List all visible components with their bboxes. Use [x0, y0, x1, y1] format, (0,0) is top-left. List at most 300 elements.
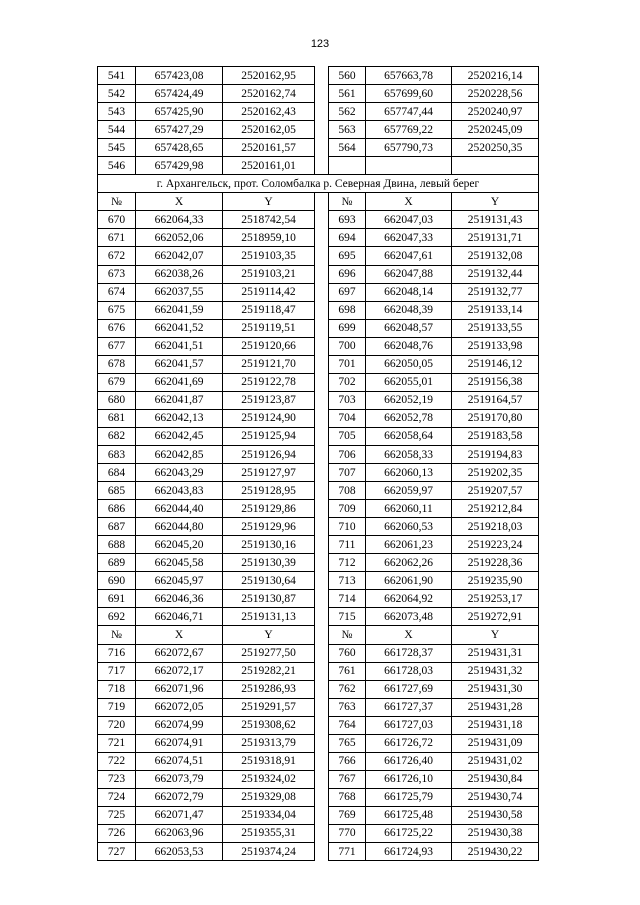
x-coordinate-cell: 662041,52	[136, 319, 223, 337]
point-number-cell: 678	[98, 355, 136, 373]
x-coordinate-cell: 662041,57	[136, 355, 223, 373]
point-number-cell: 706	[329, 445, 366, 463]
y-coordinate-cell: 2519120,66	[223, 337, 315, 355]
y-coordinate-cell: 2519132,44	[452, 265, 539, 283]
table-row	[98, 247, 539, 265]
x-coordinate-cell: 657699,60	[366, 85, 452, 103]
table-row	[98, 103, 539, 121]
point-number-cell: 679	[98, 373, 136, 391]
x-coordinate-cell: 662061,23	[366, 536, 452, 554]
y-coordinate-cell: 2519118,47	[223, 301, 315, 319]
point-number-cell: 564	[329, 139, 366, 157]
point-number-cell: 761	[329, 662, 366, 680]
point-number-cell: 680	[98, 391, 136, 409]
table-row	[98, 806, 539, 824]
column-gap	[315, 427, 329, 445]
table-row	[98, 824, 539, 842]
table-row	[98, 572, 539, 590]
y-coordinate-cell: 2519218,03	[452, 518, 539, 536]
point-number-cell: 719	[98, 698, 136, 716]
y-coordinate-cell: 2519308,62	[223, 716, 315, 734]
column-gap	[315, 464, 329, 482]
y-coordinate-cell: 2519286,93	[223, 680, 315, 698]
y-coordinate-cell: 2520162,95	[223, 67, 315, 85]
point-number-cell: 696	[329, 265, 366, 283]
x-coordinate-cell: 657429,98	[136, 157, 223, 175]
x-header: X	[366, 626, 452, 644]
point-number-cell: 688	[98, 536, 136, 554]
point-number-cell: 684	[98, 464, 136, 482]
table-row	[98, 427, 539, 445]
point-number-cell: 685	[98, 482, 136, 500]
point-number-cell: 705	[329, 427, 366, 445]
point-number-cell: 768	[329, 788, 366, 806]
table-row	[98, 716, 539, 734]
point-number-cell: 769	[329, 806, 366, 824]
x-coordinate-cell: 657427,29	[136, 121, 223, 139]
x-coordinate-cell: 661726,10	[366, 770, 452, 788]
x-coordinate-cell: 661725,22	[366, 824, 452, 842]
x-coordinate-cell: 662052,06	[136, 229, 223, 247]
x-coordinate-cell: 662072,17	[136, 662, 223, 680]
point-number-cell: 711	[329, 536, 366, 554]
column-gap	[315, 247, 329, 265]
x-coordinate-cell: 662048,14	[366, 283, 452, 301]
y-coordinate-cell: 2519128,95	[223, 482, 315, 500]
column-gap	[315, 229, 329, 247]
table-row	[98, 590, 539, 608]
x-coordinate-cell: 662064,92	[366, 590, 452, 608]
column-gap	[315, 193, 329, 211]
y-coordinate-cell: 2519431,18	[452, 716, 539, 734]
point-number-cell: 714	[329, 590, 366, 608]
table-row	[98, 319, 539, 337]
y-coordinate-cell: 2519103,35	[223, 247, 315, 265]
y-coordinate-cell: 2520161,01	[223, 157, 315, 175]
y-coordinate-cell: 2519334,04	[223, 806, 315, 824]
x-coordinate-cell: 661725,79	[366, 788, 452, 806]
point-number-cell: 546	[98, 157, 136, 175]
point-number-cell: 721	[98, 734, 136, 752]
point-number-cell: 675	[98, 301, 136, 319]
point-number-cell: 676	[98, 319, 136, 337]
column-gap	[315, 590, 329, 608]
point-number-cell: 716	[98, 644, 136, 662]
y-coordinate-cell: 2519431,30	[452, 680, 539, 698]
table-row	[98, 85, 539, 103]
column-gap	[315, 734, 329, 752]
column-gap	[315, 608, 329, 626]
point-number-cell: 677	[98, 337, 136, 355]
table-row	[98, 121, 539, 139]
column-gap	[315, 824, 329, 842]
x-coordinate-cell	[366, 157, 452, 175]
point-number-cell: 701	[329, 355, 366, 373]
column-gap	[315, 806, 329, 824]
page-number: 123	[310, 38, 330, 50]
y-coordinate-cell: 2520250,35	[452, 139, 539, 157]
x-coordinate-cell: 662048,76	[366, 337, 452, 355]
y-coordinate-cell: 2519123,87	[223, 391, 315, 409]
point-number-cell: 762	[329, 680, 366, 698]
x-coordinate-cell: 662058,64	[366, 427, 452, 445]
point-number-cell: 766	[329, 752, 366, 770]
point-number-cell: 727	[98, 843, 136, 861]
y-header: Y	[452, 193, 539, 211]
column-gap	[315, 752, 329, 770]
table-row	[98, 445, 539, 463]
point-number-cell: 713	[329, 572, 366, 590]
x-coordinate-cell: 662041,87	[136, 391, 223, 409]
y-coordinate-cell: 2519127,97	[223, 464, 315, 482]
y-coordinate-cell: 2519329,08	[223, 788, 315, 806]
point-number-cell: 767	[329, 770, 366, 788]
y-coordinate-cell: 2519132,08	[452, 247, 539, 265]
table-row	[98, 644, 539, 662]
point-number-cell: 670	[98, 211, 136, 229]
point-number-cell: 698	[329, 301, 366, 319]
y-coordinate-cell: 2518742,54	[223, 211, 315, 229]
x-header: X	[136, 626, 223, 644]
number-header: №	[98, 193, 136, 211]
x-coordinate-cell: 657428,65	[136, 139, 223, 157]
x-coordinate-cell: 661728,37	[366, 644, 452, 662]
coordinates-table-body	[98, 67, 539, 861]
y-coordinate-cell: 2519430,74	[452, 788, 539, 806]
y-coordinate-cell: 2519207,57	[452, 482, 539, 500]
point-number-cell: 682	[98, 427, 136, 445]
point-number-cell: 702	[329, 373, 366, 391]
point-number-cell: 563	[329, 121, 366, 139]
y-coordinate-cell: 2519430,38	[452, 824, 539, 842]
x-coordinate-cell: 662042,45	[136, 427, 223, 445]
y-coordinate-cell: 2519318,91	[223, 752, 315, 770]
table-row	[98, 536, 539, 554]
point-number-cell: 717	[98, 662, 136, 680]
point-number-cell: 561	[329, 85, 366, 103]
y-coordinate-cell: 2519130,87	[223, 590, 315, 608]
x-coordinate-cell: 662061,90	[366, 572, 452, 590]
column-gap	[315, 337, 329, 355]
x-coordinate-cell: 662055,01	[366, 373, 452, 391]
column-gap	[315, 644, 329, 662]
y-coordinate-cell: 2519430,22	[452, 843, 539, 861]
y-coordinate-cell: 2519431,31	[452, 644, 539, 662]
y-coordinate-cell: 2520161,57	[223, 139, 315, 157]
x-coordinate-cell: 662047,61	[366, 247, 452, 265]
x-coordinate-cell: 662037,55	[136, 283, 223, 301]
column-gap	[315, 698, 329, 716]
table-row	[98, 662, 539, 680]
x-coordinate-cell: 662073,48	[366, 608, 452, 626]
column-gap	[315, 572, 329, 590]
point-number-cell: 681	[98, 409, 136, 427]
y-coordinate-cell: 2519114,42	[223, 283, 315, 301]
y-coordinate-cell: 2519183,58	[452, 427, 539, 445]
x-coordinate-cell: 662041,51	[136, 337, 223, 355]
column-gap	[315, 770, 329, 788]
x-coordinate-cell: 662046,71	[136, 608, 223, 626]
y-coordinate-cell: 2519170,80	[452, 409, 539, 427]
x-coordinate-cell: 662074,99	[136, 716, 223, 734]
y-coordinate-cell: 2519374,24	[223, 843, 315, 861]
x-coordinate-cell: 662073,79	[136, 770, 223, 788]
table-row	[98, 482, 539, 500]
y-coordinate-cell: 2519430,84	[452, 770, 539, 788]
point-number-cell: 562	[329, 103, 366, 121]
x-coordinate-cell: 662048,39	[366, 301, 452, 319]
point-number-cell: 708	[329, 482, 366, 500]
table-row	[98, 752, 539, 770]
point-number-cell: 771	[329, 843, 366, 861]
column-gap	[315, 301, 329, 319]
point-number-cell: 690	[98, 572, 136, 590]
y-coordinate-cell: 2519223,24	[452, 536, 539, 554]
point-number-cell: 715	[329, 608, 366, 626]
x-coordinate-cell: 657423,08	[136, 67, 223, 85]
x-coordinate-cell: 657424,49	[136, 85, 223, 103]
y-coordinate-cell: 2519126,94	[223, 445, 315, 463]
y-coordinate-cell: 2520162,43	[223, 103, 315, 121]
column-gap	[315, 554, 329, 572]
table-row	[98, 355, 539, 373]
table-header-row	[98, 626, 539, 644]
table-row	[98, 554, 539, 572]
column-gap	[315, 67, 329, 85]
x-coordinate-cell: 661726,72	[366, 734, 452, 752]
x-coordinate-cell: 662048,57	[366, 319, 452, 337]
y-header: Y	[223, 193, 315, 211]
x-coordinate-cell: 662072,79	[136, 788, 223, 806]
point-number-cell: 542	[98, 85, 136, 103]
column-gap	[315, 680, 329, 698]
y-coordinate-cell: 2519431,02	[452, 752, 539, 770]
point-number-cell: 720	[98, 716, 136, 734]
column-gap	[315, 391, 329, 409]
y-coordinate-cell: 2520162,05	[223, 121, 315, 139]
x-coordinate-cell: 662060,11	[366, 500, 452, 518]
table-row	[98, 608, 539, 626]
x-coordinate-cell: 657790,73	[366, 139, 452, 157]
x-coordinate-cell: 662047,33	[366, 229, 452, 247]
point-number-cell	[329, 157, 366, 175]
point-number-cell: 723	[98, 770, 136, 788]
y-coordinate-cell: 2519194,83	[452, 445, 539, 463]
y-coordinate-cell: 2519253,17	[452, 590, 539, 608]
table-row	[98, 734, 539, 752]
point-number-cell: 695	[329, 247, 366, 265]
x-coordinate-cell: 661724,93	[366, 843, 452, 861]
y-coordinate-cell: 2519131,43	[452, 211, 539, 229]
y-coordinate-cell: 2520162,74	[223, 85, 315, 103]
point-number-cell: 764	[329, 716, 366, 734]
point-number-cell: 686	[98, 500, 136, 518]
point-number-cell: 765	[329, 734, 366, 752]
point-number-cell: 541	[98, 67, 136, 85]
table-row	[98, 500, 539, 518]
x-coordinate-cell: 662042,13	[136, 409, 223, 427]
x-coordinate-cell: 662063,96	[136, 824, 223, 842]
y-coordinate-cell	[452, 157, 539, 175]
column-gap	[315, 355, 329, 373]
point-number-cell: 700	[329, 337, 366, 355]
point-number-cell: 683	[98, 445, 136, 463]
x-coordinate-cell: 662042,07	[136, 247, 223, 265]
point-number-cell: 703	[329, 391, 366, 409]
y-coordinate-cell: 2519119,51	[223, 319, 315, 337]
column-gap	[315, 373, 329, 391]
point-number-cell: 763	[329, 698, 366, 716]
section-title: г. Архангельск, прот. Соломбалка р. Северная Двина, левый берег	[98, 175, 539, 193]
x-coordinate-cell: 661725,48	[366, 806, 452, 824]
y-coordinate-cell: 2519156,38	[452, 373, 539, 391]
point-number-cell: 671	[98, 229, 136, 247]
y-coordinate-cell: 2519146,12	[452, 355, 539, 373]
y-coordinate-cell: 2519131,13	[223, 608, 315, 626]
column-gap	[315, 121, 329, 139]
y-coordinate-cell: 2519431,09	[452, 734, 539, 752]
column-gap	[315, 518, 329, 536]
table-row	[98, 229, 539, 247]
x-coordinate-cell: 662074,51	[136, 752, 223, 770]
x-coordinate-cell: 661727,03	[366, 716, 452, 734]
y-coordinate-cell: 2519130,64	[223, 572, 315, 590]
point-number-cell: 725	[98, 806, 136, 824]
y-coordinate-cell: 2520216,14	[452, 67, 539, 85]
y-coordinate-cell: 2519125,94	[223, 427, 315, 445]
column-gap	[315, 103, 329, 121]
y-coordinate-cell: 2519164,57	[452, 391, 539, 409]
point-number-cell: 760	[329, 644, 366, 662]
y-coordinate-cell: 2518959,10	[223, 229, 315, 247]
x-coordinate-cell: 662045,58	[136, 554, 223, 572]
y-coordinate-cell: 2519122,78	[223, 373, 315, 391]
section-title-row	[98, 175, 539, 193]
y-coordinate-cell: 2519430,58	[452, 806, 539, 824]
x-coordinate-cell: 661726,40	[366, 752, 452, 770]
point-number-cell: 689	[98, 554, 136, 572]
x-coordinate-cell: 662045,20	[136, 536, 223, 554]
y-header: Y	[452, 626, 539, 644]
point-number-cell: 543	[98, 103, 136, 121]
x-coordinate-cell: 662059,97	[366, 482, 452, 500]
x-header: X	[366, 193, 452, 211]
x-coordinate-cell: 662058,33	[366, 445, 452, 463]
table-row	[98, 157, 539, 175]
table-row	[98, 464, 539, 482]
point-number-cell: 697	[329, 283, 366, 301]
x-coordinate-cell: 657747,44	[366, 103, 452, 121]
y-coordinate-cell: 2519355,31	[223, 824, 315, 842]
x-coordinate-cell: 662044,40	[136, 500, 223, 518]
y-coordinate-cell: 2519129,86	[223, 500, 315, 518]
y-coordinate-cell: 2519202,35	[452, 464, 539, 482]
table-header-row	[98, 193, 539, 211]
x-coordinate-cell: 662072,05	[136, 698, 223, 716]
point-number-cell: 722	[98, 752, 136, 770]
point-number-cell: 704	[329, 409, 366, 427]
y-coordinate-cell: 2519324,02	[223, 770, 315, 788]
x-coordinate-cell: 662060,13	[366, 464, 452, 482]
x-coordinate-cell: 662074,91	[136, 734, 223, 752]
table-row	[98, 139, 539, 157]
y-coordinate-cell: 2519130,16	[223, 536, 315, 554]
x-header: X	[136, 193, 223, 211]
y-coordinate-cell: 2519431,28	[452, 698, 539, 716]
point-number-cell: 699	[329, 319, 366, 337]
table-row	[98, 391, 539, 409]
column-gap	[315, 662, 329, 680]
column-gap	[315, 157, 329, 175]
y-coordinate-cell: 2519228,36	[452, 554, 539, 572]
table-row	[98, 283, 539, 301]
column-gap	[315, 409, 329, 427]
table-row	[98, 301, 539, 319]
column-gap	[315, 843, 329, 861]
y-header: Y	[223, 626, 315, 644]
table-row	[98, 409, 539, 427]
y-coordinate-cell: 2519291,57	[223, 698, 315, 716]
y-coordinate-cell: 2519121,70	[223, 355, 315, 373]
point-number-cell: 770	[329, 824, 366, 842]
x-coordinate-cell: 662043,83	[136, 482, 223, 500]
column-gap	[315, 788, 329, 806]
point-number-cell: 693	[329, 211, 366, 229]
point-number-cell: 709	[329, 500, 366, 518]
y-coordinate-cell: 2519212,84	[452, 500, 539, 518]
y-coordinate-cell: 2520245,09	[452, 121, 539, 139]
x-coordinate-cell: 662052,78	[366, 409, 452, 427]
point-number-cell: 673	[98, 265, 136, 283]
column-gap	[315, 85, 329, 103]
table-row	[98, 788, 539, 806]
point-number-cell: 707	[329, 464, 366, 482]
y-coordinate-cell: 2519431,32	[452, 662, 539, 680]
y-coordinate-cell: 2519133,14	[452, 301, 539, 319]
x-coordinate-cell: 662042,85	[136, 445, 223, 463]
y-coordinate-cell: 2520240,97	[452, 103, 539, 121]
x-coordinate-cell: 662044,80	[136, 518, 223, 536]
table-row	[98, 265, 539, 283]
x-coordinate-cell: 662047,03	[366, 211, 452, 229]
x-coordinate-cell: 662052,19	[366, 391, 452, 409]
x-coordinate-cell: 661727,37	[366, 698, 452, 716]
table-row	[98, 518, 539, 536]
x-coordinate-cell: 662062,26	[366, 554, 452, 572]
x-coordinate-cell: 661727,69	[366, 680, 452, 698]
number-header: №	[98, 626, 136, 644]
y-coordinate-cell: 2519282,21	[223, 662, 315, 680]
point-number-cell: 674	[98, 283, 136, 301]
table-row	[98, 337, 539, 355]
column-gap	[315, 265, 329, 283]
column-gap	[315, 536, 329, 554]
point-number-cell: 710	[329, 518, 366, 536]
x-coordinate-cell: 657769,22	[366, 121, 452, 139]
x-coordinate-cell: 662060,53	[366, 518, 452, 536]
x-coordinate-cell: 662071,96	[136, 680, 223, 698]
x-coordinate-cell: 662046,36	[136, 590, 223, 608]
point-number-cell: 692	[98, 608, 136, 626]
point-number-cell: 724	[98, 788, 136, 806]
column-gap	[315, 716, 329, 734]
point-number-cell: 560	[329, 67, 366, 85]
x-coordinate-cell: 662045,97	[136, 572, 223, 590]
point-number-cell: 672	[98, 247, 136, 265]
y-coordinate-cell: 2519277,50	[223, 644, 315, 662]
y-coordinate-cell: 2519133,98	[452, 337, 539, 355]
y-coordinate-cell: 2519131,71	[452, 229, 539, 247]
